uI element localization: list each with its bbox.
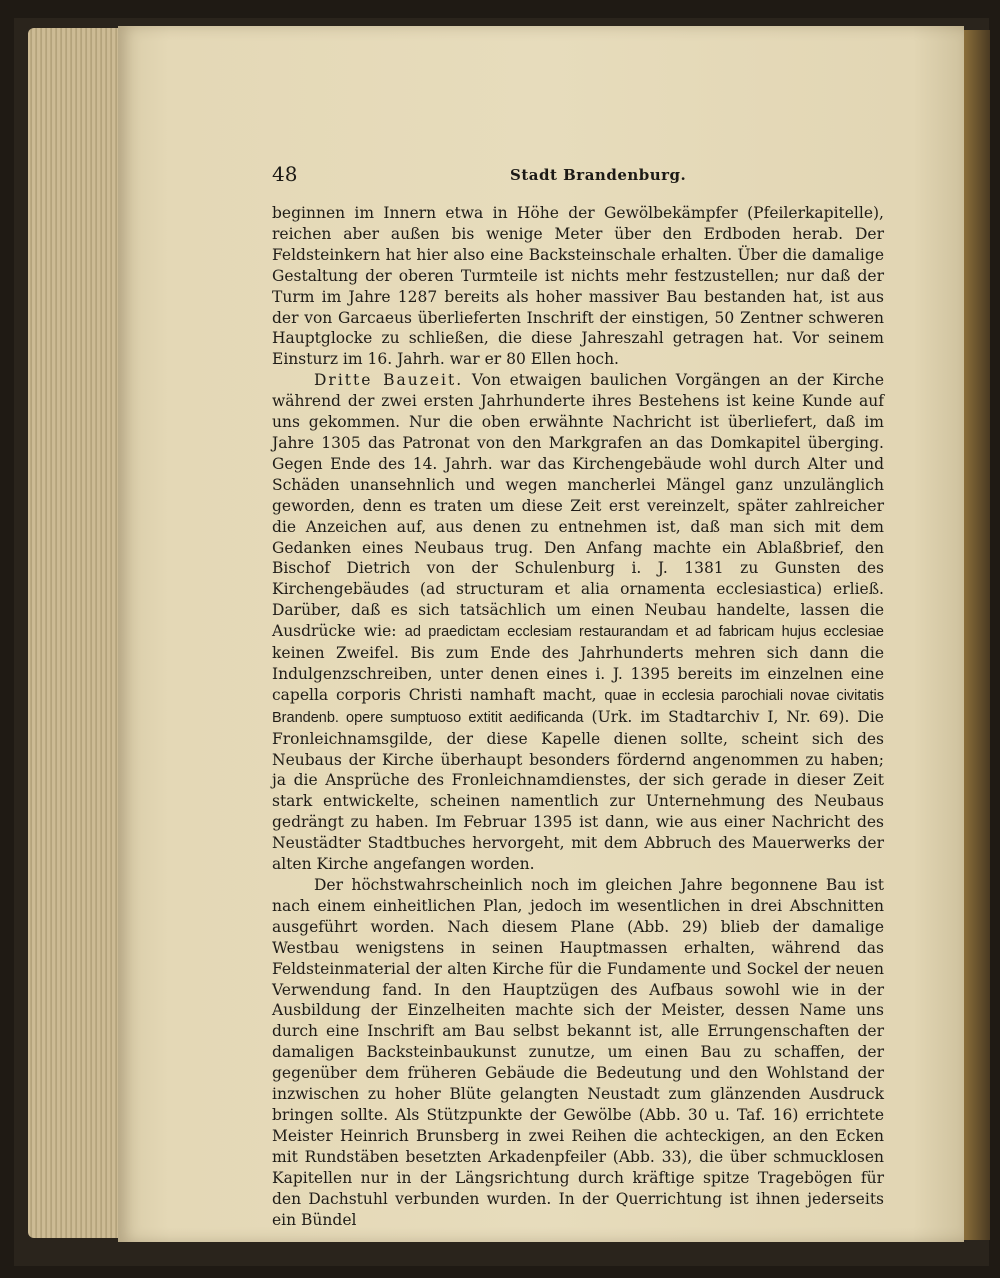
paragraph-2-part-b: keinen Zweifel. Bis zum Ende des Jahrhunderts mehren sich dann die Indulgenzschreiben, unter denen eines i. J. 1395 bereits im einzelnen eine capella corporis Christi namhaft macht,	[272, 644, 884, 704]
paragraph-3: Der höchstwahrscheinlich noch im gleichen Jahre begonnene Bau ist nach einem einheitlichen Plan, jedoch im wesentlichen in drei Abschnitten ausgeführt worden. Nach diesem Plane (Abb. 29) blieb der damalige Westbau wenigstens in seinen Hauptmassen erhalten, während das Feldsteinmaterial der alten Kirche für die Fundamente und Sockel der neuen Verwendung fand. In den Hauptzügen des Aufbaus sowohl wie in der Ausbildung der Einzelheiten machte sich der Meister, dessen Name uns durch eine Inschrift am Bau selbst bekannt ist, alle Errungenschaften der damaligen Backsteinbaukunst zunutze, um einen Bau zu schaffen, der gegenüber dem früheren Gebäude die Bedeutung und den Wohlstand der inzwischen zu hoher Blüte gelangten Neustadt zum glänzenden Ausdruck bringen sollte. Als Stützpunkte der Gewölbe (Abb. 30 u. Taf. 16) errichtete Meister Heinrich Brunsberg in zwei Reihen die achteckigen, an den Ecken mit Rundstäben besetzten Arkadenpfeiler (Abb. 33), die über schmucklosen Kapitellen nur in der Längsrichtung durch kräftige spitze Tragebögen für den Dachstuhl verbunden wurden. In der Querrichtung ist ihnen jederseits ein Bündel	[272, 876, 884, 1229]
running-head: Stadt Brandenburg.	[510, 166, 687, 184]
paragraph-2	[272, 370, 884, 875]
paragraph-1: beginnen im Innern etwa in Höhe der Gewölbekämpfer (Pfeilerkapitelle), reichen aber außen bis wenige Meter über den Erdboden herab. Der Feldsteinkern hat hier also eine Backsteinschale erhalten. Über die damalige Gestaltung der oberen Turmteile ist nichts mehr festzustellen; nur daß der Turm im Jahre 1287 bereits als hoher massiver Bau bestanden hat, ist aus der von Garcaeus überlieferten Inschrift der einstigen, 50 Zentner schweren Hauptglocke zu schließen, die diese Jahreszahl getragen hat. Vor seinem Einsturz im 16. Jahrh. war er 80 Ellen hoch.	[272, 204, 884, 369]
page-header	[272, 162, 884, 192]
binding-gutter	[964, 30, 990, 1240]
section-heading: Dritte Bauzeit.	[314, 371, 464, 390]
paragraph-2-part-c: (Urk. im Stadtarchiv I, Nr. 69). Die Fronleichnamsgilde, der diese Kapelle dienen sollte, scheint sich des Neubaus der Kirche überhaupt besonders fördernd angenommen zu haben; ja die Ansprüche des Fronleichnamdienstes, der sich gerade in dieser Zeit stark entwickelte, scheinen namentlich zur Unternehmung des Neubaus gedrängt zu haben. Im Februar 1395 ist dann, wie aus einer Nachricht des Neustädter Stadtbuches hervorgeht, mit dem Abbruch des Mauerwerks der alten Kirche angefangen worden.	[272, 707, 884, 874]
body-text	[272, 203, 884, 1230]
latin-quote-1: ad praedictam ecclesiam restaurandam et ad fabricam hujus ecclesiae	[404, 624, 884, 641]
paragraph-2-part-a: Von etwaigen baulichen Vorgängen an der Kirche während der zwei ersten Jahrhunderte ihres Bestehens ist keine Kunde auf uns gekommen. Nur die oben erwähnte Nachricht ist überliefert, daß im Jahre 1305 das Patronat von den Markgrafen an das Domkapitel überging. Gegen Ende des 14. Jahrh. war das Kirchengebäude wohl durch Alter und Schäden unansehnlich und wegen mancherlei Mängel ganz unzulänglich geworden, denn es traten um diese Zeit erst vereinzelt, später zahlreicher die Anzeichen auf, aus denen zu entnehmen ist, daß man sich mit dem Gedanken eines Neubaus trug. Den Anfang machte ein Ablaßbrief, den Bischof Dietrich von der Schulenburg i. J. 1381 zu Gunsten des Kirchengebäudes (ad structuram et alia ornamenta ecclesiastica) erließ. Darüber, daß es sich tatsächlich um einen Neubau handelte, lassen die Ausdrücke wie:	[272, 371, 884, 641]
latin-quote-2: quae in ecclesia parochiali novae civitatis Brandenb. opere sumptuoso extitit aedificanda	[272, 687, 884, 726]
page-number: 48	[272, 162, 298, 186]
